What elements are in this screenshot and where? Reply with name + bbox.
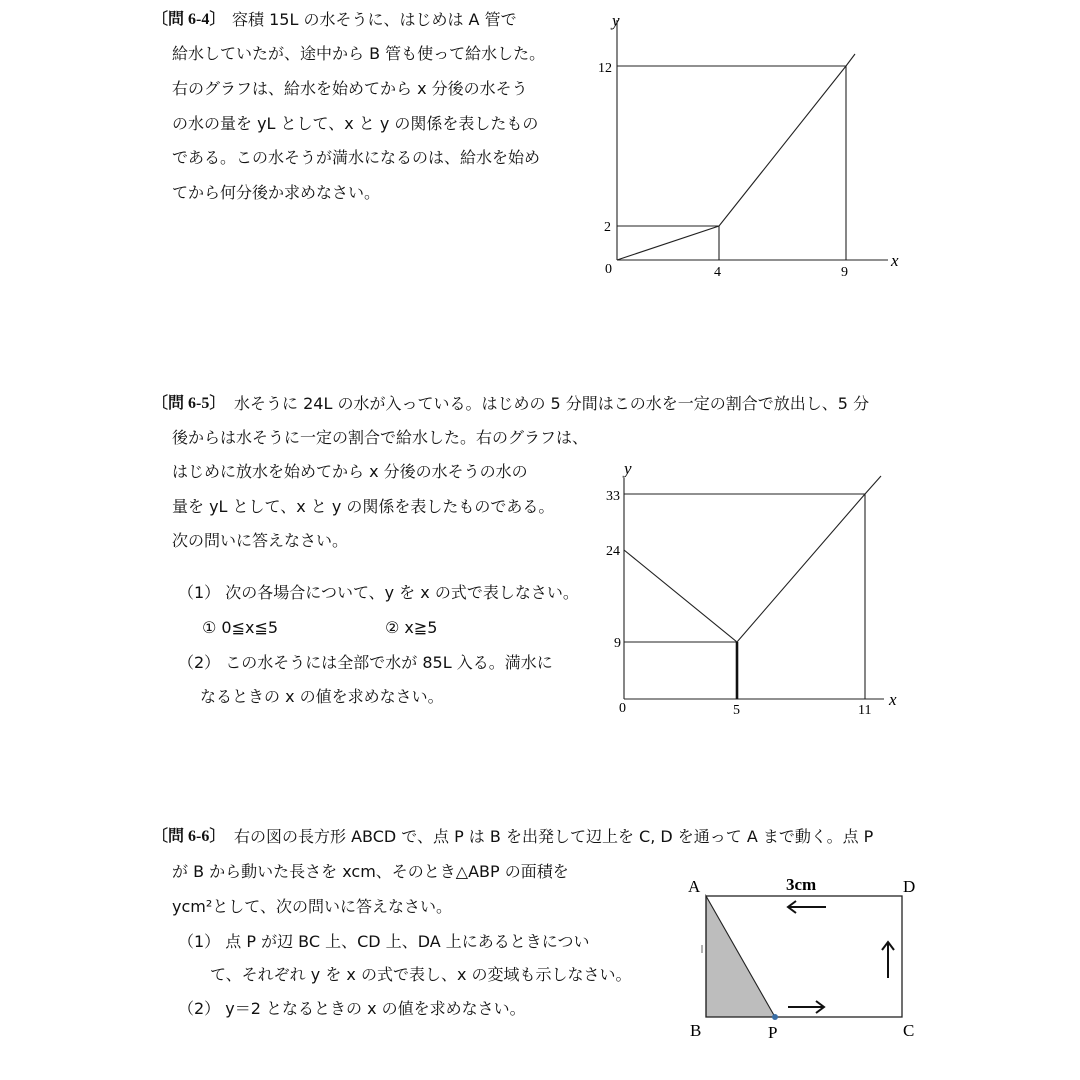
problem-6-5-q2-line-2: なるときの x の値を求めなさい。 xyxy=(200,687,444,706)
problem-6-5-line-4: 量を yL として、x と y の関係を表したものである。 xyxy=(172,497,555,516)
y-axis-label: y xyxy=(612,11,620,30)
point-P xyxy=(772,1014,778,1020)
problem-6-5-q1-case-1: ① 0≦x≦5 xyxy=(202,618,279,637)
label-D: D xyxy=(903,877,916,896)
problem-6-5-q2-line-1: （2） この水そうには全部で水が 85L 入る。満水に xyxy=(178,653,553,672)
tick-y-12: 12 xyxy=(598,61,612,76)
arrow-left xyxy=(788,901,826,913)
problem-6-6-line-2: が B から動いた長さを xcm、そのとき△ABP の面積を xyxy=(172,862,569,881)
problem-6-6-line-1: 右の図の長方形 ABCD で、点 P は B を出発して辺上を C, D を通って A まで動く。点 P xyxy=(234,827,874,846)
problem-6-5-line-5: 次の問いに答えなさい。 xyxy=(172,531,349,550)
problem-6-4-tag: 〔問 6-4〕 xyxy=(152,11,226,28)
label-A: A xyxy=(688,877,701,896)
problem-6-4-line-3: 右のグラフは、給水を始めてから x 分後の水そう xyxy=(172,79,528,98)
tick-y-33: 33 xyxy=(606,489,620,504)
problem-6-6-q1-line-1: （1） 点 P が辺 BC 上、CD 上、DA 上にあるときについ xyxy=(178,932,590,951)
problem-6-6-line-3: ycm²として、次の問いに答えなさい。 xyxy=(172,897,452,916)
problem-6-5-q1: （1） 次の各場合について、y を x の式で表しなさい。 xyxy=(178,583,579,602)
rectangle-figure xyxy=(680,865,940,1050)
problem-6-4-line-2: 給水していたが、途中から B 管も使って給水した。 xyxy=(172,44,546,63)
origin-label: 0 xyxy=(605,262,612,277)
label-B: B xyxy=(690,1021,702,1040)
problem-6-5-tag: 〔問 6-5〕 xyxy=(152,395,226,412)
tick-y-24: 24 xyxy=(606,544,620,559)
arrow-right xyxy=(788,1001,824,1013)
label-top-length: 3cm xyxy=(786,875,817,894)
x-axis-label: x xyxy=(891,251,899,270)
tick-x-5: 5 xyxy=(733,703,740,718)
shaded-triangle-ABP xyxy=(706,896,775,1017)
problem-6-6-q2: （2） y＝2 となるときの x の値を求めなさい。 xyxy=(178,999,526,1018)
x-axis-label: x xyxy=(889,690,897,709)
origin-label: 0 xyxy=(619,701,626,716)
tick-y-9: 9 xyxy=(614,636,621,651)
problem-6-5-line-3: はじめに放水を始めてから x 分後の水そうの水の xyxy=(172,462,528,481)
problem-6-4-line-1: 容積 15L の水そうに、はじめは A 管で xyxy=(232,10,517,29)
problem-6-4-line-5: である。この水そうが満水になるのは、給水を始め xyxy=(172,148,541,167)
y-axis-label: y xyxy=(624,459,632,478)
problem-6-4-line-6: てから何分後か求めなさい。 xyxy=(172,183,381,202)
tick-x-9: 9 xyxy=(841,265,848,280)
problem-6-6-q1-line-2: て、それぞれ y を x の式で表し、x の変域も示しなさい。 xyxy=(210,965,632,984)
problem-6-5-line-2: 後からは水そうに一定の割合で給水した。右のグラフは、 xyxy=(172,428,589,447)
tick-x-4: 4 xyxy=(714,265,721,280)
problem-6-5-q1-case-2: ② x≧5 xyxy=(385,618,438,637)
problem-6-6-tag: 〔問 6-6〕 xyxy=(152,828,226,845)
graph-6-5 xyxy=(600,450,920,725)
graph-6-4 xyxy=(590,0,910,290)
label-P: P xyxy=(768,1023,778,1042)
graph-line xyxy=(624,476,881,642)
tick-x-11: 11 xyxy=(858,703,872,718)
graph-line xyxy=(617,54,855,260)
label-C: C xyxy=(903,1021,915,1040)
problem-6-5-line-1: 水そうに 24L の水が入っている。はじめの 5 分間はこの水を一定の割合で放出し、5 分 xyxy=(234,394,870,413)
problem-6-4-line-4: の水の量を yL として、x と y の関係を表したもの xyxy=(172,114,539,133)
tick-y-2: 2 xyxy=(604,220,611,235)
arrow-up xyxy=(882,942,894,978)
